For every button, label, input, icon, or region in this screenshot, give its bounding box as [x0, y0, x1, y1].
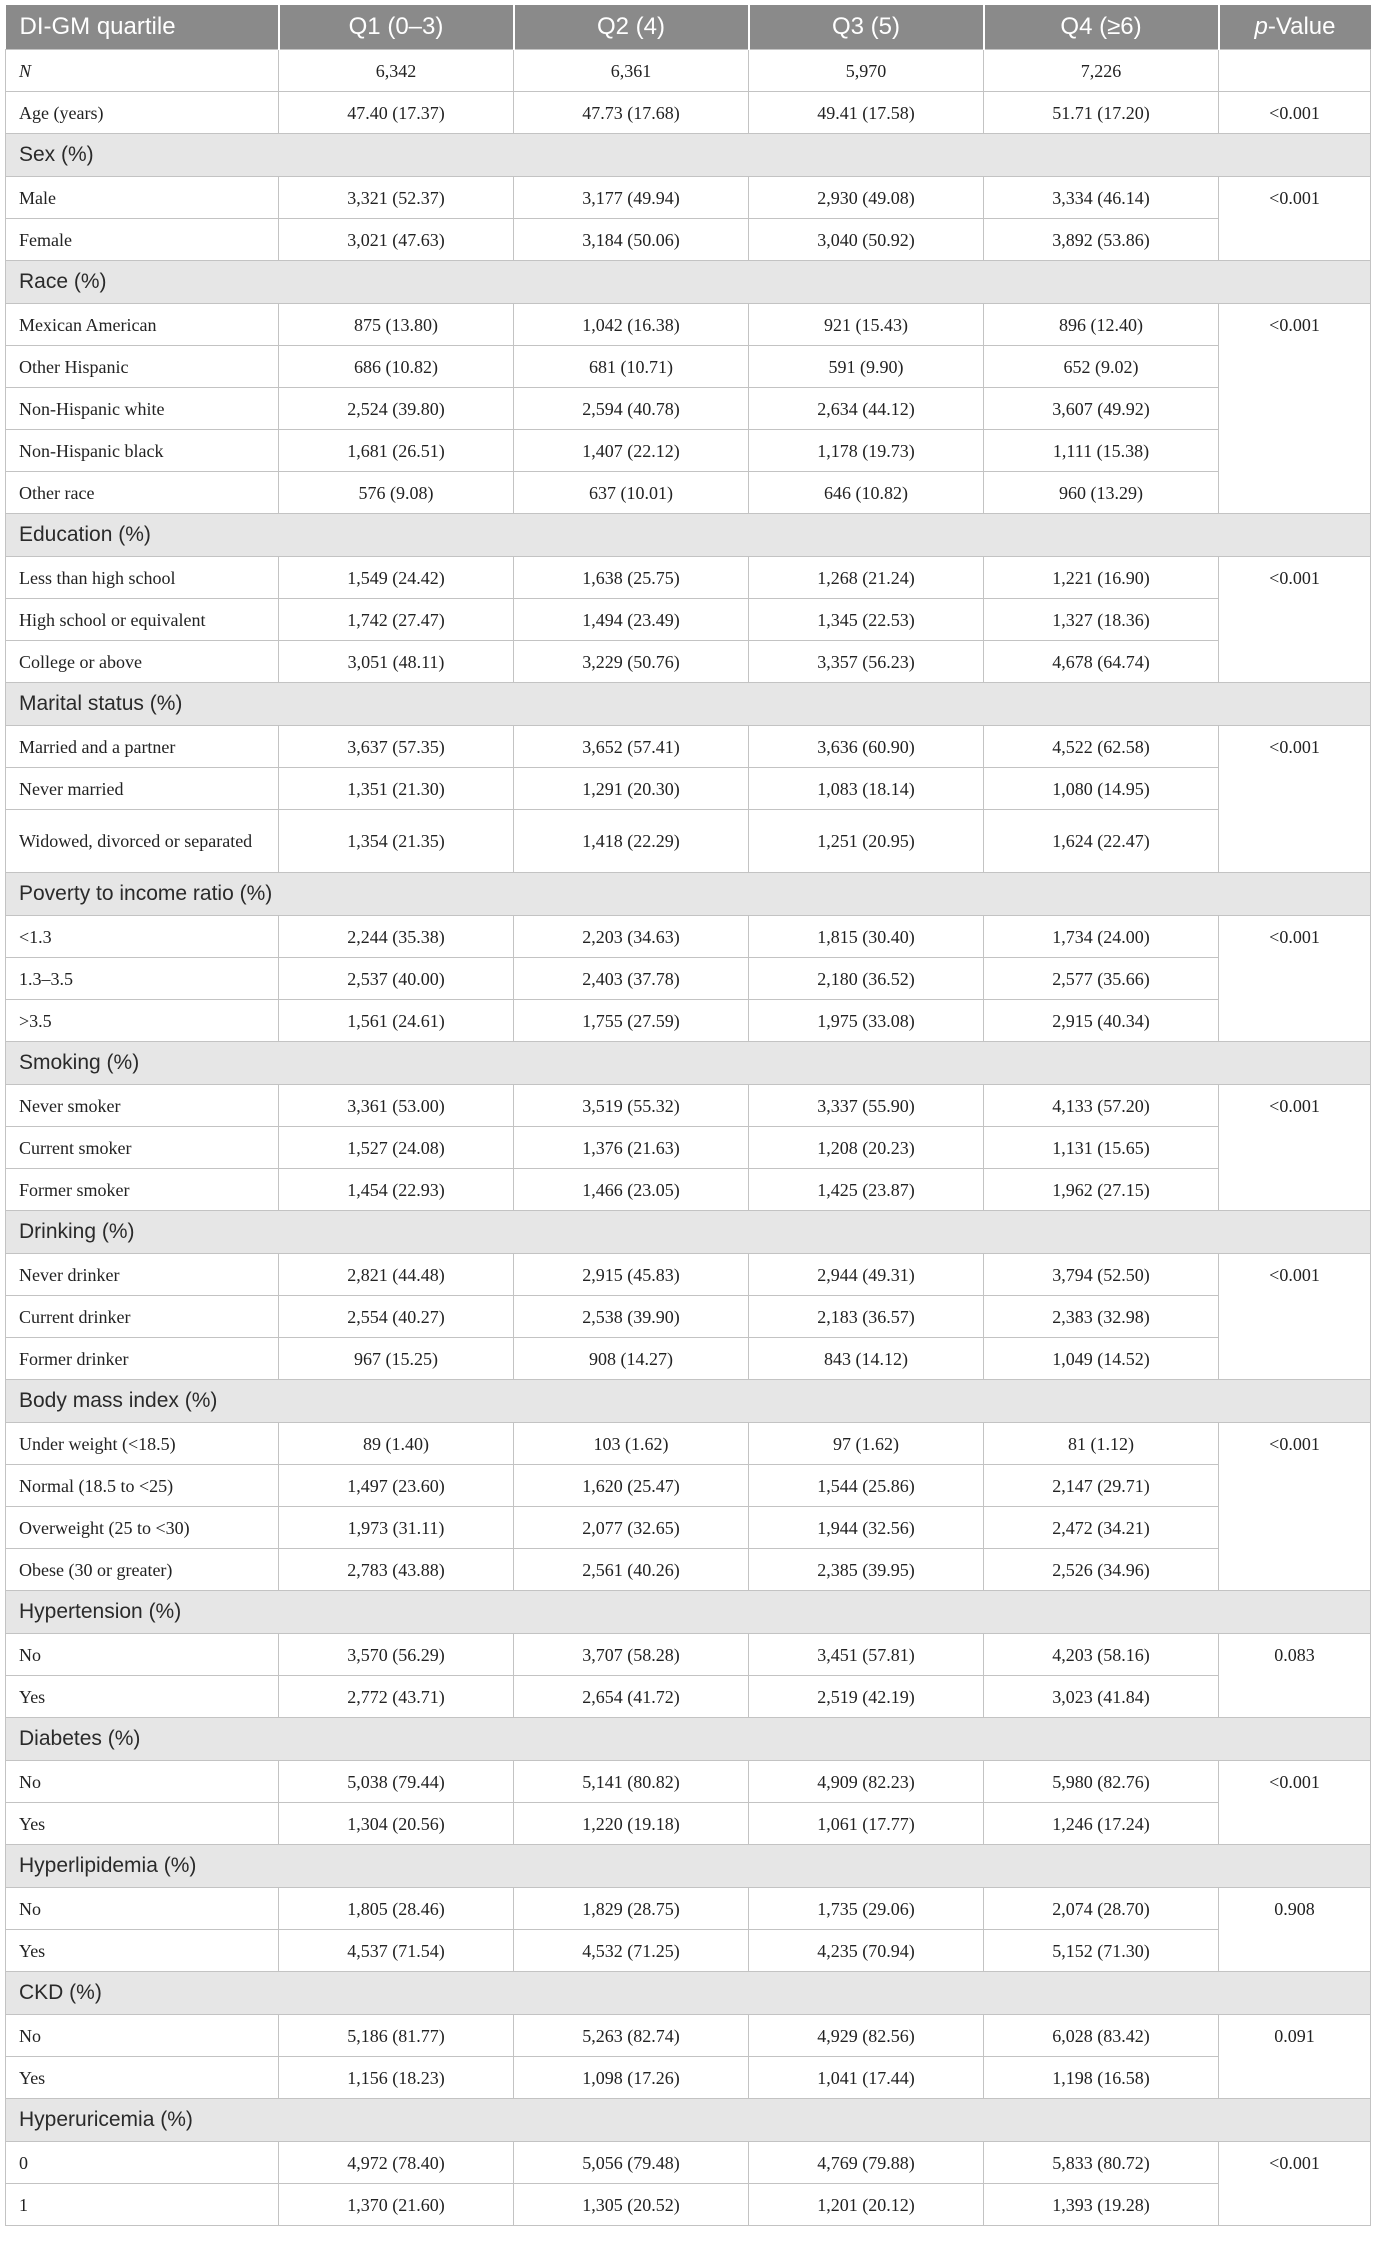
table-cell: 1,370 (21.60) [279, 2184, 514, 2226]
row-label: College or above [6, 641, 279, 683]
table-cell: 47.73 (17.68) [514, 92, 749, 134]
table-cell: 1,755 (27.59) [514, 1000, 749, 1042]
table-cell: 1,156 (18.23) [279, 2057, 514, 2099]
row-label: No [6, 1888, 279, 1930]
section-header-row [6, 261, 1371, 304]
table-cell: 3,023 (41.84) [984, 1676, 1219, 1718]
table-cell: 1,425 (23.87) [749, 1169, 984, 1211]
table-cell: 6,342 [279, 50, 514, 92]
table-row [6, 388, 1371, 430]
table-cell: 1,111 (15.38) [984, 430, 1219, 472]
table-cell: 7,226 [984, 50, 1219, 92]
row-label: Mexican American [6, 304, 279, 346]
table-cell: 6,361 [514, 50, 749, 92]
table-cell: 1,735 (29.06) [749, 1888, 984, 1930]
table-cell: 2,385 (39.95) [749, 1549, 984, 1591]
table-cell: 637 (10.01) [514, 472, 749, 514]
table-row [6, 1930, 1371, 1972]
table-cell: 97 (1.62) [749, 1423, 984, 1465]
table-cell: 2,077 (32.65) [514, 1507, 749, 1549]
table-cell: 1,041 (17.44) [749, 2057, 984, 2099]
section-title: CKD (%) [6, 1972, 1371, 2015]
table-cell: 1,246 (17.24) [984, 1803, 1219, 1845]
table-cell: 1,418 (22.29) [514, 810, 749, 873]
table-row [6, 1507, 1371, 1549]
table-cell: 2,147 (29.71) [984, 1465, 1219, 1507]
table-cell: 1,376 (21.63) [514, 1127, 749, 1169]
table-cell: 3,337 (55.90) [749, 1085, 984, 1127]
row-label: Female [6, 219, 279, 261]
row-label: 1.3–3.5 [6, 958, 279, 1000]
table-cell: 2,634 (44.12) [749, 388, 984, 430]
table-cell: 5,833 (80.72) [984, 2142, 1219, 2184]
table-row [6, 1676, 1371, 1718]
p-value-cell: 0.083 [1219, 1634, 1371, 1718]
row-label: 1 [6, 2184, 279, 2226]
row-label: Never smoker [6, 1085, 279, 1127]
table-cell: 1,742 (27.47) [279, 599, 514, 641]
row-label: Non-Hispanic black [6, 430, 279, 472]
table-cell: 1,042 (16.38) [514, 304, 749, 346]
table-cell: 3,229 (50.76) [514, 641, 749, 683]
row-label: Male [6, 177, 279, 219]
table-cell: 4,678 (64.74) [984, 641, 1219, 683]
row-label: Married and a partner [6, 726, 279, 768]
table-cell: 591 (9.90) [749, 346, 984, 388]
table-cell: 103 (1.62) [514, 1423, 749, 1465]
table-cell: 3,361 (53.00) [279, 1085, 514, 1127]
table-cell: 3,636 (60.90) [749, 726, 984, 768]
p-value-cell: <0.001 [1219, 177, 1371, 261]
table-row [6, 1423, 1371, 1465]
table-cell: 2,383 (32.98) [984, 1296, 1219, 1338]
table-cell: 3,357 (56.23) [749, 641, 984, 683]
p-value-cell: <0.001 [1219, 1761, 1371, 1845]
table-cell: 1,268 (21.24) [749, 557, 984, 599]
header-q4: Q4 (≥6) [984, 5, 1219, 50]
section-title: Hyperuricemia (%) [6, 2099, 1371, 2142]
table-cell: 1,131 (15.65) [984, 1127, 1219, 1169]
p-value-cell [1219, 50, 1371, 92]
section-title: Hyperlipidemia (%) [6, 1845, 1371, 1888]
table-cell: 4,909 (82.23) [749, 1761, 984, 1803]
header-row [6, 5, 1371, 50]
p-value-cell: <0.001 [1219, 1254, 1371, 1380]
table-cell: 1,208 (20.23) [749, 1127, 984, 1169]
table-cell: 875 (13.80) [279, 304, 514, 346]
header-p-value [1219, 5, 1371, 50]
table-body [6, 50, 1371, 2226]
table-cell: 3,051 (48.11) [279, 641, 514, 683]
table-cell: 2,783 (43.88) [279, 1549, 514, 1591]
table-cell: 1,466 (23.05) [514, 1169, 749, 1211]
table-cell: 1,454 (22.93) [279, 1169, 514, 1211]
table-row [6, 599, 1371, 641]
table-cell: 1,815 (30.40) [749, 916, 984, 958]
table-cell: 3,794 (52.50) [984, 1254, 1219, 1296]
table-row [6, 1549, 1371, 1591]
table-row [6, 2015, 1371, 2057]
table-cell: 646 (10.82) [749, 472, 984, 514]
table-cell: 2,244 (35.38) [279, 916, 514, 958]
row-label: High school or equivalent [6, 599, 279, 641]
section-header-row [6, 873, 1371, 916]
table-cell: 3,707 (58.28) [514, 1634, 749, 1676]
row-label: Other Hispanic [6, 346, 279, 388]
section-header-row [6, 134, 1371, 177]
row-label: Widowed, divorced or separated [6, 810, 279, 873]
table-cell: 2,930 (49.08) [749, 177, 984, 219]
row-label: Yes [6, 2057, 279, 2099]
table-cell: 1,354 (21.35) [279, 810, 514, 873]
table-row [6, 1761, 1371, 1803]
table-cell: 2,915 (45.83) [514, 1254, 749, 1296]
table-cell: 1,544 (25.86) [749, 1465, 984, 1507]
table-cell: 681 (10.71) [514, 346, 749, 388]
table-cell: 1,962 (27.15) [984, 1169, 1219, 1211]
table-header [6, 5, 1371, 50]
table-cell: 2,519 (42.19) [749, 1676, 984, 1718]
row-label: Less than high school [6, 557, 279, 599]
table-cell: 1,049 (14.52) [984, 1338, 1219, 1380]
table-cell: 2,944 (49.31) [749, 1254, 984, 1296]
table-cell: 1,345 (22.53) [749, 599, 984, 641]
table-row [6, 557, 1371, 599]
table-row [6, 1338, 1371, 1380]
table-cell: 4,769 (79.88) [749, 2142, 984, 2184]
table-cell: 6,028 (83.42) [984, 2015, 1219, 2057]
table-cell: 1,494 (23.49) [514, 599, 749, 641]
table-cell: 3,177 (49.94) [514, 177, 749, 219]
table-row [6, 2057, 1371, 2099]
table-cell: 5,152 (71.30) [984, 1930, 1219, 1972]
table-cell: 47.40 (17.37) [279, 92, 514, 134]
table-cell: 4,522 (62.58) [984, 726, 1219, 768]
table-row [6, 1254, 1371, 1296]
table-cell: 5,056 (79.48) [514, 2142, 749, 2184]
table-cell: 1,973 (31.11) [279, 1507, 514, 1549]
row-label: Obese (30 or greater) [6, 1549, 279, 1591]
table-cell: 1,080 (14.95) [984, 768, 1219, 810]
table-cell: 2,183 (36.57) [749, 1296, 984, 1338]
table-cell: 2,537 (40.00) [279, 958, 514, 1000]
row-label: Former drinker [6, 1338, 279, 1380]
row-label: Non-Hispanic white [6, 388, 279, 430]
section-header-row [6, 1211, 1371, 1254]
table-cell: 576 (9.08) [279, 472, 514, 514]
section-header-row [6, 1591, 1371, 1634]
table-cell: 3,519 (55.32) [514, 1085, 749, 1127]
section-title: Sex (%) [6, 134, 1371, 177]
table-row [6, 177, 1371, 219]
row-label: Under weight (<18.5) [6, 1423, 279, 1465]
row-label: >3.5 [6, 1000, 279, 1042]
row-label: No [6, 2015, 279, 2057]
section-header-row [6, 2099, 1371, 2142]
table-cell: 1,178 (19.73) [749, 430, 984, 472]
table-cell: 2,915 (40.34) [984, 1000, 1219, 1042]
table-cell: 843 (14.12) [749, 1338, 984, 1380]
table-cell: 967 (15.25) [279, 1338, 514, 1380]
table-cell: 921 (15.43) [749, 304, 984, 346]
table-row [6, 2142, 1371, 2184]
table-cell: 3,184 (50.06) [514, 219, 749, 261]
row-label: Yes [6, 1930, 279, 1972]
row-label: Yes [6, 1676, 279, 1718]
table-cell: 5,141 (80.82) [514, 1761, 749, 1803]
p-value-cell: <0.001 [1219, 1423, 1371, 1591]
row-label: Normal (18.5 to <25) [6, 1465, 279, 1507]
table-row [6, 304, 1371, 346]
section-header-row [6, 1972, 1371, 2015]
table-cell: 1,944 (32.56) [749, 1507, 984, 1549]
table-cell: 1,304 (20.56) [279, 1803, 514, 1845]
table-cell: 1,497 (23.60) [279, 1465, 514, 1507]
table-row [6, 1085, 1371, 1127]
header-q3: Q3 (5) [749, 5, 984, 50]
table-cell: 908 (14.27) [514, 1338, 749, 1380]
table-row-n [6, 50, 1371, 92]
table-cell: 1,624 (22.47) [984, 810, 1219, 873]
table-cell: 1,829 (28.75) [514, 1888, 749, 1930]
section-header-row [6, 1042, 1371, 1085]
table-cell: 896 (12.40) [984, 304, 1219, 346]
table-cell: 4,532 (71.25) [514, 1930, 749, 1972]
table-cell: 5,038 (79.44) [279, 1761, 514, 1803]
table-cell: 1,734 (24.00) [984, 916, 1219, 958]
table-cell: 2,821 (44.48) [279, 1254, 514, 1296]
table-row [6, 346, 1371, 388]
p-value-cell: <0.001 [1219, 557, 1371, 683]
table-cell: 1,549 (24.42) [279, 557, 514, 599]
table-row [6, 1127, 1371, 1169]
table-row [6, 810, 1371, 873]
table-row [6, 768, 1371, 810]
table-row [6, 472, 1371, 514]
table-cell: 2,472 (34.21) [984, 1507, 1219, 1549]
p-value-cell: <0.001 [1219, 1085, 1371, 1211]
table-cell: 2,538 (39.90) [514, 1296, 749, 1338]
table-cell: 3,040 (50.92) [749, 219, 984, 261]
table-cell: 1,527 (24.08) [279, 1127, 514, 1169]
p-value-cell: 0.091 [1219, 2015, 1371, 2099]
table-cell: 3,451 (57.81) [749, 1634, 984, 1676]
row-label: Never married [6, 768, 279, 810]
table-cell: 652 (9.02) [984, 346, 1219, 388]
baseline-characteristics-table [5, 5, 1371, 2226]
table-row [6, 726, 1371, 768]
header-q1: Q1 (0–3) [279, 5, 514, 50]
table-cell: 3,334 (46.14) [984, 177, 1219, 219]
table-cell: 4,203 (58.16) [984, 1634, 1219, 1676]
section-title: Hypertension (%) [6, 1591, 1371, 1634]
section-title: Marital status (%) [6, 683, 1371, 726]
table-cell: 3,892 (53.86) [984, 219, 1219, 261]
row-label: Never drinker [6, 1254, 279, 1296]
row-label: No [6, 1634, 279, 1676]
table-cell: 1,975 (33.08) [749, 1000, 984, 1042]
table-cell: 2,403 (37.78) [514, 958, 749, 1000]
table-cell: 5,970 [749, 50, 984, 92]
table-cell: 2,577 (35.66) [984, 958, 1219, 1000]
table-cell: 2,561 (40.26) [514, 1549, 749, 1591]
table-row [6, 1465, 1371, 1507]
table-cell: 686 (10.82) [279, 346, 514, 388]
table-row [6, 1296, 1371, 1338]
row-label: N [6, 50, 279, 92]
table-cell: 3,570 (56.29) [279, 1634, 514, 1676]
table-cell: 1,393 (19.28) [984, 2184, 1219, 2226]
table-cell: 1,251 (20.95) [749, 810, 984, 873]
table-cell: 1,305 (20.52) [514, 2184, 749, 2226]
header-quartile: DI-GM quartile [6, 5, 279, 50]
p-value-cell: <0.001 [1219, 92, 1371, 134]
table-cell: 3,652 (57.41) [514, 726, 749, 768]
table-cell: 1,291 (20.30) [514, 768, 749, 810]
table-cell: 3,637 (57.35) [279, 726, 514, 768]
table-cell: 2,654 (41.72) [514, 1676, 749, 1718]
table-cell: 2,594 (40.78) [514, 388, 749, 430]
table-cell: 4,537 (71.54) [279, 1930, 514, 1972]
row-label: Former smoker [6, 1169, 279, 1211]
table-cell: 960 (13.29) [984, 472, 1219, 514]
section-title: Education (%) [6, 514, 1371, 557]
table-cell: 1,221 (16.90) [984, 557, 1219, 599]
row-label: Age (years) [6, 92, 279, 134]
row-label: No [6, 1761, 279, 1803]
p-value-cell: 0.908 [1219, 1888, 1371, 1972]
table-cell: 49.41 (17.58) [749, 92, 984, 134]
section-header-row [6, 514, 1371, 557]
table-cell: 1,220 (19.18) [514, 1803, 749, 1845]
table-cell: 89 (1.40) [279, 1423, 514, 1465]
table-cell: 2,524 (39.80) [279, 388, 514, 430]
table-cell: 5,263 (82.74) [514, 2015, 749, 2057]
table-row [6, 1634, 1371, 1676]
header-p-letter: p [1254, 13, 1268, 40]
table-cell: 1,620 (25.47) [514, 1465, 749, 1507]
table-cell: 4,929 (82.56) [749, 2015, 984, 2057]
table-cell: 2,203 (34.63) [514, 916, 749, 958]
table-row [6, 430, 1371, 472]
table-cell: 5,980 (82.76) [984, 1761, 1219, 1803]
section-title: Smoking (%) [6, 1042, 1371, 1085]
table-row [6, 1888, 1371, 1930]
row-label: Yes [6, 1803, 279, 1845]
table-cell: 1,561 (24.61) [279, 1000, 514, 1042]
table-row [6, 1169, 1371, 1211]
table-cell: 3,021 (47.63) [279, 219, 514, 261]
table-cell: 1,061 (17.77) [749, 1803, 984, 1845]
p-value-cell: <0.001 [1219, 916, 1371, 1042]
table-row [6, 1000, 1371, 1042]
table-row [6, 1803, 1371, 1845]
table-cell: 4,133 (57.20) [984, 1085, 1219, 1127]
section-title: Diabetes (%) [6, 1718, 1371, 1761]
table-cell: 1,805 (28.46) [279, 1888, 514, 1930]
section-title: Body mass index (%) [6, 1380, 1371, 1423]
row-label: Current drinker [6, 1296, 279, 1338]
row-label: Overweight (25 to <30) [6, 1507, 279, 1549]
p-value-cell: <0.001 [1219, 2142, 1371, 2226]
row-label: 0 [6, 2142, 279, 2184]
section-header-row [6, 1380, 1371, 1423]
section-title: Drinking (%) [6, 1211, 1371, 1254]
table-row-age [6, 92, 1371, 134]
header-p-suffix: -Value [1267, 13, 1336, 40]
table-cell: 51.71 (17.20) [984, 92, 1219, 134]
table-row [6, 916, 1371, 958]
table-cell: 3,607 (49.92) [984, 388, 1219, 430]
header-q2: Q2 (4) [514, 5, 749, 50]
row-label: Other race [6, 472, 279, 514]
table-cell: 4,235 (70.94) [749, 1930, 984, 1972]
row-label: <1.3 [6, 916, 279, 958]
table-cell: 1,327 (18.36) [984, 599, 1219, 641]
table-row [6, 641, 1371, 683]
table-cell: 2,554 (40.27) [279, 1296, 514, 1338]
table-cell: 1,198 (16.58) [984, 2057, 1219, 2099]
table-cell: 81 (1.12) [984, 1423, 1219, 1465]
table-cell: 2,526 (34.96) [984, 1549, 1219, 1591]
table-cell: 4,972 (78.40) [279, 2142, 514, 2184]
section-title: Poverty to income ratio (%) [6, 873, 1371, 916]
table-cell: 1,083 (18.14) [749, 768, 984, 810]
p-value-cell: <0.001 [1219, 304, 1371, 514]
table-cell: 1,351 (21.30) [279, 768, 514, 810]
section-header-row [6, 1718, 1371, 1761]
table-cell: 5,186 (81.77) [279, 2015, 514, 2057]
table-cell: 2,074 (28.70) [984, 1888, 1219, 1930]
table-cell: 3,321 (52.37) [279, 177, 514, 219]
table-cell: 1,098 (17.26) [514, 2057, 749, 2099]
table-row [6, 958, 1371, 1000]
table-row [6, 2184, 1371, 2226]
table-cell: 2,772 (43.71) [279, 1676, 514, 1718]
table-cell: 1,407 (22.12) [514, 430, 749, 472]
table-cell: 1,201 (20.12) [749, 2184, 984, 2226]
row-label: Current smoker [6, 1127, 279, 1169]
table-cell: 1,681 (26.51) [279, 430, 514, 472]
section-header-row [6, 1845, 1371, 1888]
table-cell: 1,638 (25.75) [514, 557, 749, 599]
section-title: Race (%) [6, 261, 1371, 304]
table-cell: 2,180 (36.52) [749, 958, 984, 1000]
p-value-cell: <0.001 [1219, 726, 1371, 873]
section-header-row [6, 683, 1371, 726]
table-row [6, 219, 1371, 261]
